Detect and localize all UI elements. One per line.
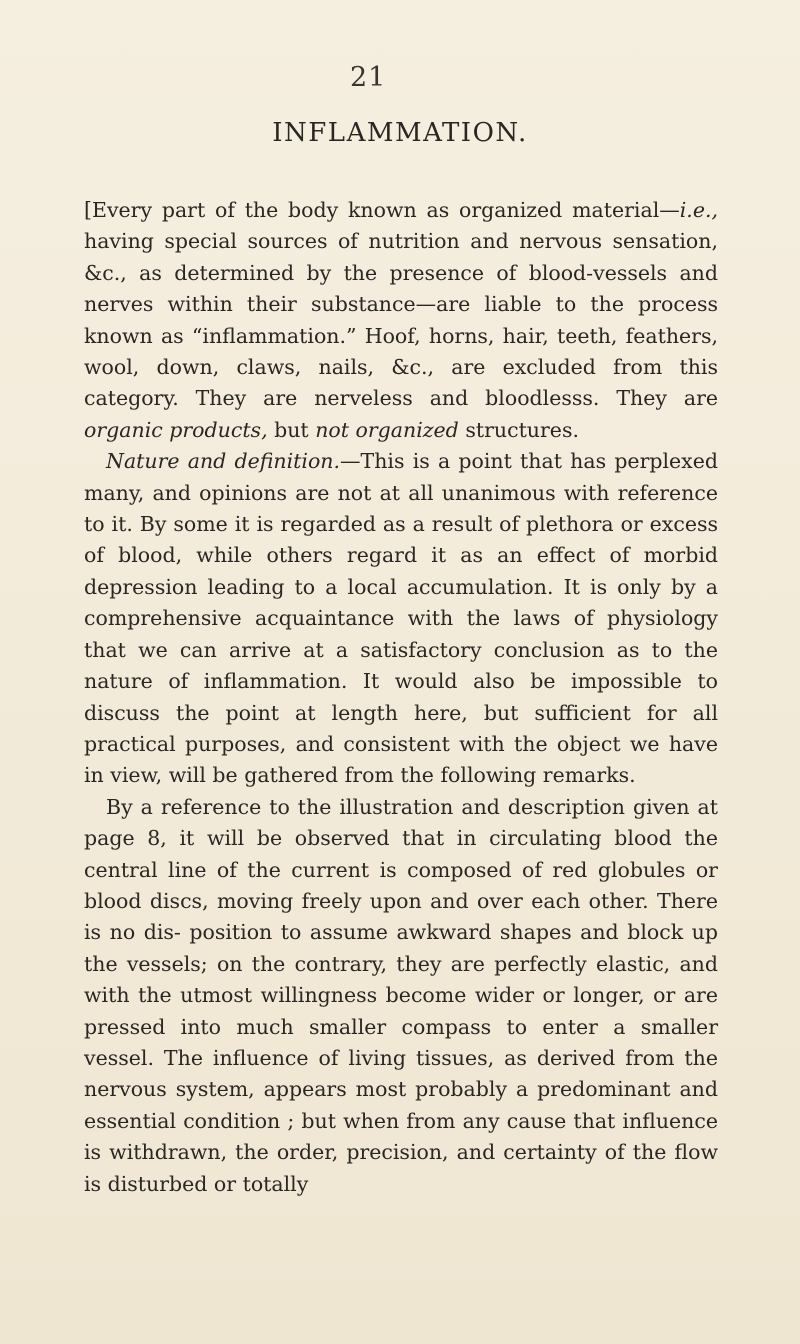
page-number: 21 — [350, 62, 387, 93]
paragraph-nature-definition — [84, 446, 718, 791]
text-segment: structures. — [458, 417, 579, 442]
body-text — [84, 195, 718, 1200]
text-segment: —This is a point that has perplexed many, and opinions are not at all unanimous with reference to it. By some it is regarded as a result of plethora or excess of blood, while others regard it as an effect of morbid depression leading to a local accumulation. It is only by a comprehensive acquaintance with the laws of physiology that we can arrive at a satisfactory conclusion as to the nature of inflammation. It would also be impossible to discuss the point at length here, but sufficient for all practical purposes, and consistent with the object we have in view, will be gathered from the following remarks. — [84, 449, 718, 788]
italic-segment: i.e., — [679, 198, 718, 222]
italic-segment: organic products, — [84, 417, 268, 442]
paragraph-organized-material — [84, 195, 718, 446]
chapter-title: INFLAMMATION. — [272, 118, 528, 148]
text-segment: but — [267, 417, 316, 442]
text-segment: By a reference to the illustration and description given at page 8, it will be observed that in circulating blood the central line of the current is composed of red globules or blood discs, moving freely upon and over each other. There is no dis- position to assume awkward shapes and block up the vessels; on the contrary, they are perfectly elastic, and with the utmost willingness become wider or longer, or are pressed into much smaller compass to enter a smaller vessel. The influence of living tissues, as derived from the nervous system, appears most probably a predominant and essential condition ; but when from any cause that influence is withdrawn, the order, precision, and certainty of the flow is disturbed or totally — [84, 794, 718, 1196]
section-heading-italic: Nature and definition. — [106, 449, 341, 474]
italic-segment: not organized — [315, 417, 459, 442]
paragraph-circulating-blood — [84, 792, 718, 1200]
text-segment: [Every part of the body known as organized material— — [84, 198, 680, 222]
text-segment: having special sources of nutrition and nervous sensation, &c., as determined by the presence of blood-vessels and nerves within their substance—are liable to the process known as “inflammation.” Hoof, horns, hair, teeth, feathers, wool, down, claws, nails, &c., are excluded from this category. They are nerveless and bloodlesss. They are — [84, 229, 718, 411]
